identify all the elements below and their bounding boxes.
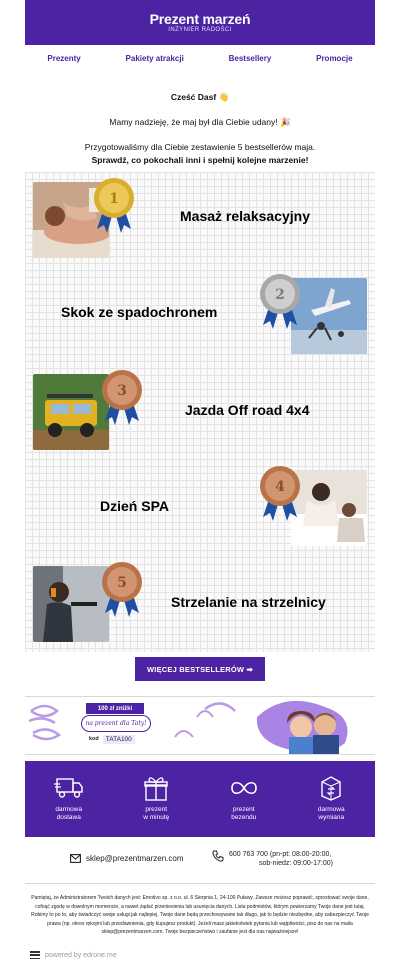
- medal-rank: 1: [109, 191, 119, 207]
- perk-free-exchange: [296, 775, 366, 822]
- fathers-day-promo-banner[interactable]: [25, 697, 375, 754]
- bestseller-title[interactable]: Masaż relaksacyjny: [180, 208, 310, 224]
- medal-rank: 4: [275, 479, 285, 495]
- contact-phone[interactable]: [212, 850, 333, 868]
- nav-link-pakiety-atrakcji[interactable]: Pakiety atrakcji: [125, 53, 184, 63]
- bestseller-item-3[interactable]: [25, 364, 375, 460]
- perk-line1: prezent: [145, 806, 168, 813]
- contact-email-text[interactable]: sklep@prezentmarzen.com: [86, 854, 184, 863]
- silver-medal-icon: [257, 273, 303, 331]
- promo-discount: 100 zł zniżki: [86, 703, 144, 714]
- promo-code-label: kod: [89, 736, 99, 742]
- infinity-icon: [229, 775, 259, 801]
- bestseller-title[interactable]: Skok ze spadochronem: [61, 304, 218, 320]
- promo-code[interactable]: TATA100: [103, 735, 135, 744]
- promo-decoration: [25, 697, 375, 754]
- exchange-box-icon: [316, 775, 346, 801]
- contact-email[interactable]: [70, 854, 184, 863]
- phone-icon: [212, 850, 224, 862]
- bestseller-item-5[interactable]: [25, 556, 375, 652]
- perk-endless-gift: [209, 775, 279, 822]
- perk-line2: dostawa: [56, 814, 81, 821]
- edrone-logo-icon: [30, 951, 40, 959]
- main-nav: [25, 50, 375, 66]
- logo-tagline: INŻYNIER RADOŚCI: [168, 27, 232, 33]
- bronze-medal-icon: [99, 369, 145, 427]
- bronze-medal-icon: [257, 465, 303, 523]
- medal-rank: 2: [275, 287, 285, 303]
- bestseller-item-1[interactable]: [25, 172, 375, 268]
- gift-icon: [141, 775, 171, 801]
- perks-bar: [25, 761, 375, 837]
- bestseller-title[interactable]: Dzień SPA: [100, 498, 169, 514]
- bestseller-item-2[interactable]: [25, 268, 375, 364]
- contact-bar: [0, 848, 400, 872]
- logo[interactable]: Prezent marzeń: [149, 11, 251, 27]
- greeting-hello: Cześć Dasf 👋: [170, 92, 230, 102]
- offroad-photo[interactable]: [33, 374, 109, 450]
- perk-line1: darmowa: [55, 806, 83, 813]
- perk-line2: w minutę: [143, 814, 170, 821]
- perk-instant-gift: [121, 775, 191, 822]
- contact-phone-text[interactable]: 600 763 700 (pn-pt: 08:00-20:00,: [229, 851, 332, 858]
- powered-by-text[interactable]: powered by edrone.me: [45, 951, 117, 959]
- legal-notice: Pamiętaj, że Administratorem Twoich danych jest: Emotivo sp. z o.o. ul. 6 Sierpnia 1, 24-100 Puławy. Zawsze możesz poprawić, sprostować swoje dane, cofnąć zgodę w dowolnym momencie, a nawet żądać przeniesienia lub usunięcia danych. Lista podmiotów, którym powierzamy Twoje dane jest tutaj. Robimy to po to, aby świadczyć swoje usługi jak najlepiej. Twoje dane będą przechowywane tak długo, jak to będzie niezbędne, aby zabezpieczyć Twoje prawa (np. okres rękojmi lub przedawnienia, gdy kupujesz produkt). Jeżeli masz jakiekolwiek pytania lub wątpliwości, pisz do nas na maila sklep@prezentmarzen.com. Twoje bezpieczeństwo i zaufanie jest dla nas najważniejsze!: [31, 895, 369, 936]
- divider: [25, 754, 375, 755]
- promo-discount-card[interactable]: [81, 703, 151, 743]
- nav-link-prezenty[interactable]: Prezenty: [47, 53, 81, 63]
- medal-rank: 5: [117, 575, 127, 591]
- delivery-truck-icon: [54, 775, 84, 801]
- nav-link-promocje[interactable]: Promocje: [316, 53, 353, 63]
- header-banner: [25, 0, 375, 45]
- perk-free-delivery: [34, 775, 104, 822]
- more-bestsellers-button[interactable]: WIĘCEJ BESTSELLERÓW ➡: [135, 657, 265, 681]
- bestseller-title[interactable]: Jazda Off road 4x4: [185, 402, 310, 418]
- perk-line2: wymiana: [318, 814, 345, 821]
- greeting-line1: Mamy nadzieję, że maj był dla Ciebie udany! 🎉: [109, 117, 291, 127]
- medal-rank: 3: [117, 383, 127, 399]
- bronze-medal-icon: [99, 561, 145, 619]
- divider: [25, 883, 375, 884]
- perk-line1: prezent: [232, 806, 255, 813]
- greeting-line3: Sprawdź, co pokochali inni i spełnij kolejne marzenie!: [91, 155, 309, 165]
- envelope-icon: [70, 854, 81, 863]
- perk-line1: darmowa: [317, 806, 345, 813]
- perk-line2: bezendu: [231, 814, 257, 821]
- promo-occasion: na prezent dla Taty!: [81, 715, 151, 732]
- gold-medal-icon: [91, 177, 137, 235]
- powered-by[interactable]: [30, 951, 117, 959]
- bestseller-title[interactable]: Strzelanie na strzelnicy: [171, 594, 326, 610]
- nav-link-bestsellery[interactable]: Bestsellery: [228, 53, 272, 63]
- promo-code-row: [89, 734, 135, 744]
- shooting-range-photo[interactable]: [33, 566, 109, 642]
- contact-hours: sob-niedz: 09:00-17:00): [259, 860, 333, 867]
- bestseller-item-4[interactable]: [25, 460, 375, 556]
- greeting-line2: Przygotowaliśmy dla Ciebie zestawienie 5 bestsellerów maja.: [84, 142, 316, 152]
- bestsellers-list: [25, 172, 375, 652]
